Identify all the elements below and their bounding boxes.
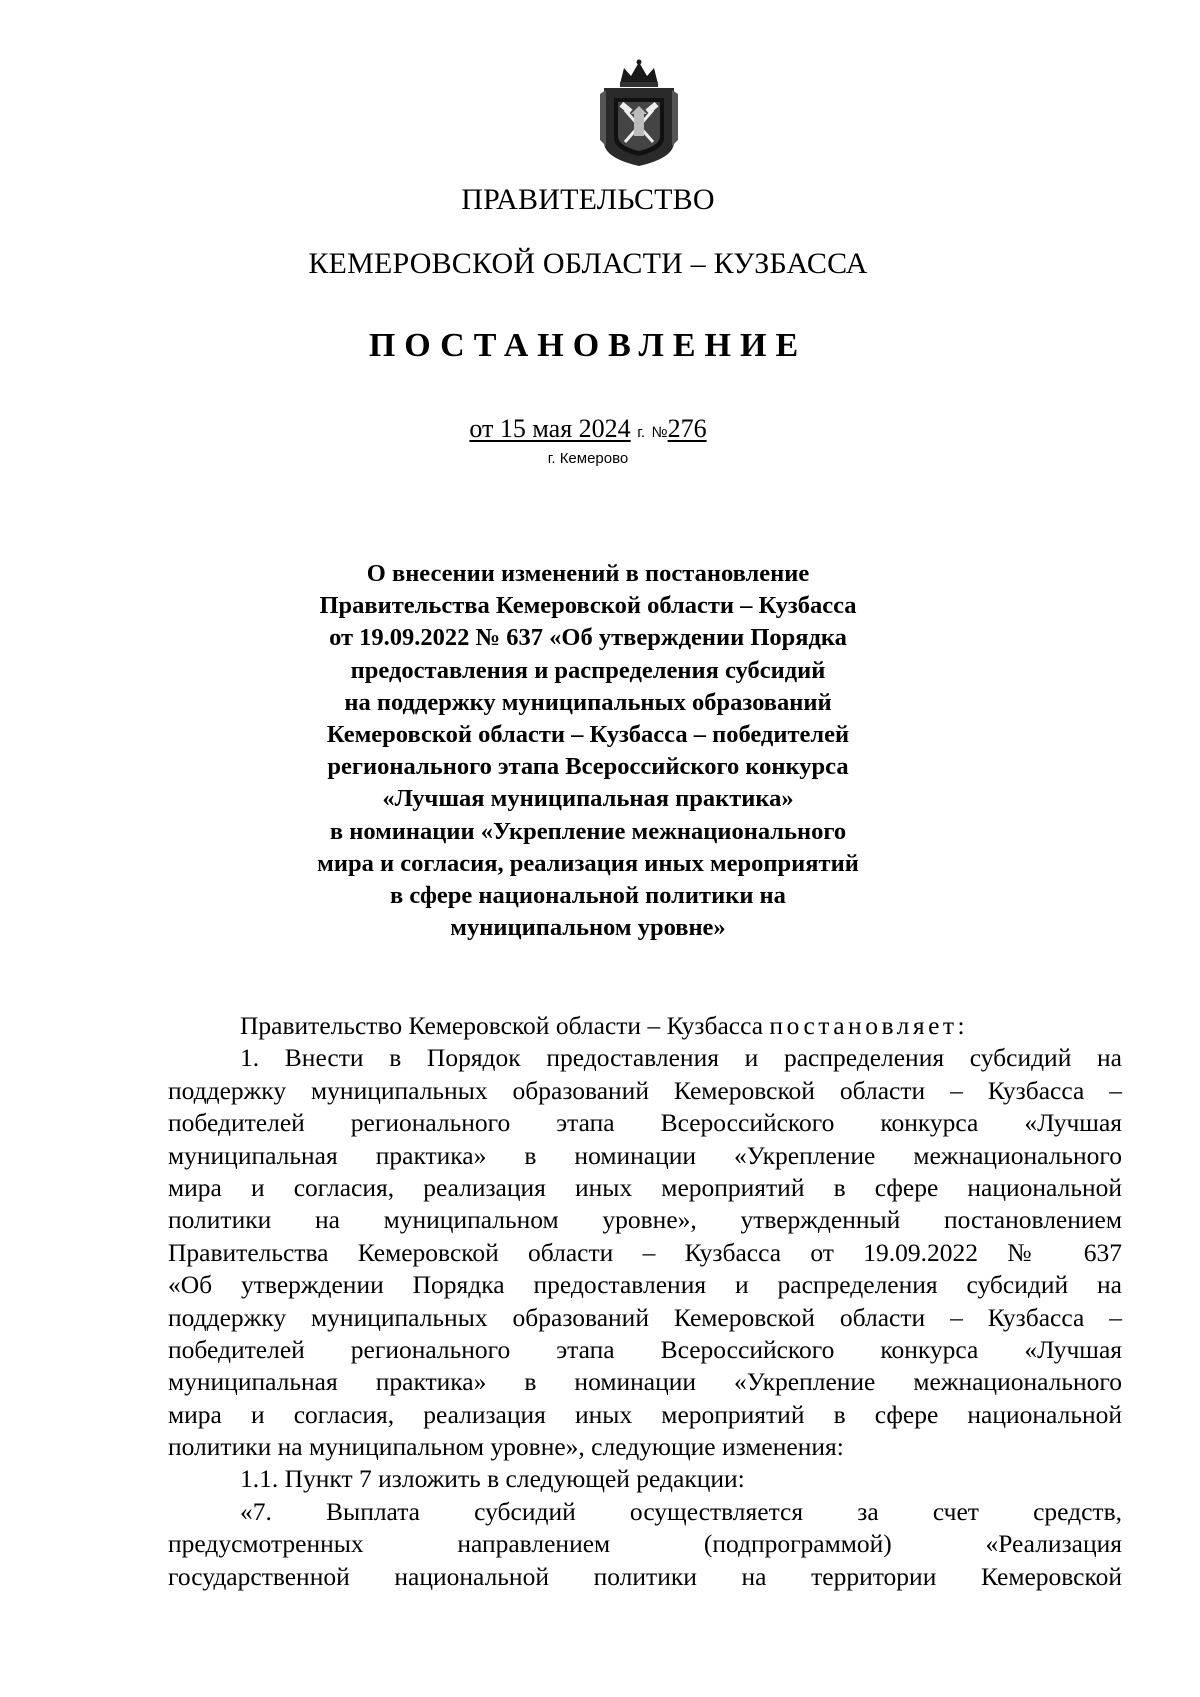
body-line: мира и согласия, реализация иных мероприятий в сфере национальной bbox=[168, 1172, 1122, 1202]
subject-line: О внесении изменений в постановление bbox=[366, 560, 810, 587]
body-line: муниципальная практика» в номинации «Укрепление межнационального bbox=[168, 1140, 1122, 1170]
subject-line: муниципальном уровне» bbox=[450, 914, 726, 942]
document-date-number bbox=[0, 414, 1188, 448]
body-line: мира и согласия, реализация иных мероприятий в сфере национальной bbox=[168, 1399, 1122, 1429]
number-sign: № bbox=[651, 424, 668, 441]
body-line: политики на муниципальном уровне», следующие изменения: bbox=[168, 1432, 844, 1462]
body-intro bbox=[168, 1010, 1122, 1042]
subject-line: Правительства Кемеровской области – Кузбасса bbox=[319, 592, 857, 620]
body-line: поддержку муниципальных образований Кемеровской области – Кузбасса – bbox=[168, 1075, 1122, 1105]
subject-line: в номинации «Укрепление межнационального bbox=[329, 817, 847, 845]
body-line: муниципальная практика» в номинации «Укрепление межнационального bbox=[168, 1367, 1122, 1397]
subject-line: в сфере национальной политики на bbox=[390, 882, 786, 910]
intro-verb: постановляет: bbox=[769, 1011, 969, 1040]
government-name-line2: КЕМЕРОВСКОЙ ОБЛАСТИ – КУЗБАССА bbox=[308, 247, 868, 280]
subject-line: регионального этапа Всероссийского конкурса bbox=[327, 753, 849, 781]
body-line: государственной национальной политики на территории Кемеровской bbox=[168, 1561, 1122, 1591]
intro-text: Правительство Кемеровской области – Кузбасса bbox=[240, 1011, 770, 1040]
document-subject bbox=[300, 558, 876, 944]
subject-line: на поддержку муниципальных образований bbox=[344, 688, 832, 716]
document-type-title: ПОСТАНОВЛЕНИЕ bbox=[368, 327, 808, 364]
subject-line: мира и согласия, реализация иных мероприятий bbox=[317, 849, 859, 877]
government-name-line1: ПРАВИТЕЛЬСТВО bbox=[461, 183, 715, 216]
subject-line: предоставления и распределения субсидий bbox=[350, 656, 826, 684]
body-line: победителей регионального этапа Всероссийского конкурса «Лучшая bbox=[168, 1334, 1122, 1364]
body-line: Правительства Кемеровской области – Кузбасса от 19.09.2022 № 637 bbox=[168, 1237, 1122, 1267]
document-date: от 15 мая 2024 bbox=[469, 414, 631, 443]
body-line: 1.1. Пункт 7 изложить в следующей редакции: bbox=[240, 1464, 745, 1494]
body-line: 1. Внести в Порядок предоставления и распределения субсидий на bbox=[240, 1043, 1122, 1073]
body-line: «Об утверждении Порядка предоставления и распределения субсидий на bbox=[168, 1270, 1122, 1300]
subject-line: от 19.09.2022 № 637 «Об утверждении Порядка bbox=[329, 624, 847, 652]
subject-line: «Лучшая муниципальная практика» bbox=[382, 785, 794, 813]
document-city: г. Кемерово bbox=[547, 450, 629, 467]
year-suffix: г. bbox=[637, 424, 645, 441]
body-line: предусмотренных направлением (подпрограммой) «Реализация bbox=[168, 1529, 1122, 1559]
body-line: «7. Выплата субсидий осуществляется за счет средств, bbox=[240, 1496, 1122, 1526]
body-line: победителей регионального этапа Всероссийского конкурса «Лучшая bbox=[168, 1108, 1122, 1138]
body-line: поддержку муниципальных образований Кемеровской области – Кузбасса – bbox=[168, 1302, 1122, 1332]
document-number: 276 bbox=[667, 414, 707, 443]
coat-of-arms-emblem bbox=[598, 58, 680, 168]
body-line: политики на муниципальном уровне», утвержденный постановлением bbox=[168, 1205, 1122, 1235]
subject-line: Кемеровской области – Кузбасса – победителей bbox=[326, 721, 850, 749]
document-body bbox=[168, 1010, 1122, 1593]
